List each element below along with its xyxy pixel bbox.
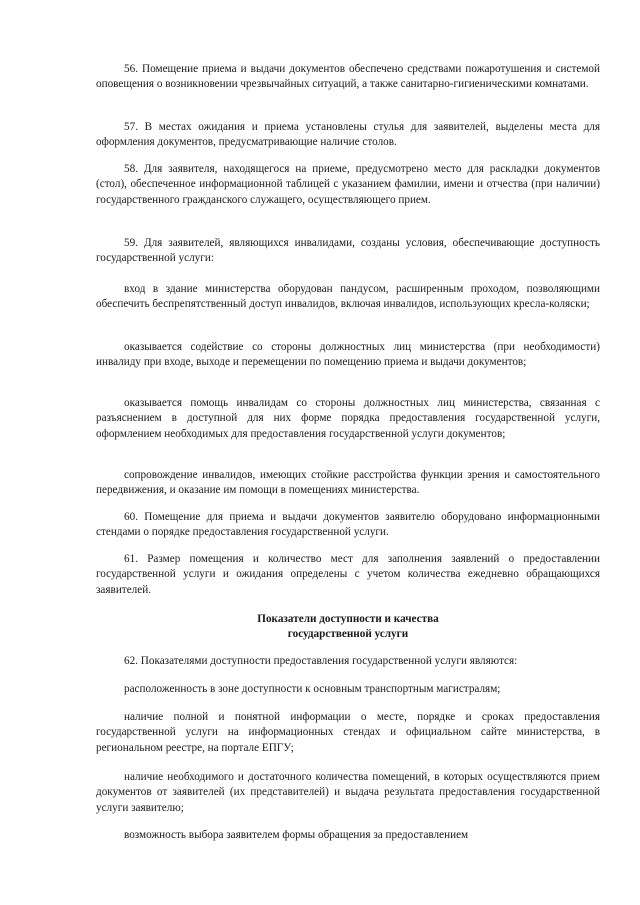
section-heading — [96, 612, 600, 643]
paragraph-56: 56. Помещение приема и выдачи документов обеспечено средствами пожаротушения и системой оповещения о возникновении чрезвычайных ситуаций, а также санитарно-гигиеническими комнатами. — [96, 63, 600, 91]
list-item-escort: сопровождение инвалидов, имеющих стойкие расстройства функции зрения и самостоятельного передвижения, и оказание им помощи в помещениях министерства. — [96, 469, 600, 497]
list-item-transport: расположенность в зоне доступности к основным транспортным магистралям; — [124, 683, 501, 695]
list-item-premises: наличие необходимого и достаточного количества помещений, в которых осуществляются прием документов от заявителей (их представителей) и выдача результата предоставления государственной услуги заявителю; — [96, 771, 600, 814]
list-item-help: оказывается помощь инвалидам со стороны должностных лиц министерства, связанная с разъяснением в доступной для них форме порядка предоставления государственной услуги, оформлением необходимых для предоставления государственной услуги документов; — [96, 397, 600, 440]
list-item-information: наличие полной и понятной информации о месте, порядке и сроках предоставления государственной услуги на информационных стендах и официальном сайте министерства, в региональном реестре, на портале ЕПГУ; — [96, 711, 600, 754]
section-heading-line-2: государственной услуги — [287, 628, 409, 641]
paragraph-62: 62. Показателями доступности предоставления государственной услуги являются: — [124, 655, 518, 667]
paragraph-57: 57. В местах ожидания и приема установлены стулья для заявителей, выделены места для оформления документов, предусматривающие наличие столов. — [96, 121, 600, 149]
list-item-choice: возможность выбора заявителем формы обращения за предоставлением — [124, 829, 469, 841]
paragraph-58: 58. Для заявителя, находящегося на приеме, предусмотрено место для раскладки документов (стол), обеспеченное информационной таблицей с указанием фамилии, имени и отчества (при наличии) государственного гражданского служащего, осуществляющего прием. — [96, 163, 600, 206]
paragraph-59: 59. Для заявителей, являющихся инвалидами, созданы условия, обеспечивающие доступность государственной услуги: — [96, 237, 600, 265]
list-item-ramp: вход в здание министерства оборудован пандусом, расширенным проходом, позволяющими обеспечить беспрепятственный доступ инвалидов, включая инвалидов, использующих кресла-коляски; — [96, 283, 600, 311]
paragraph-60: 60. Помещение для приема и выдачи документов заявителю оборудовано информационными стендами о порядке предоставления государственной услуги. — [96, 511, 600, 539]
section-heading-line-1: Показатели доступности и качества — [257, 613, 439, 625]
list-item-assistance: оказывается содействие со стороны должностных лиц министерства (при необходимости) инвалиду при входе, выходе и перемещении по помещению приема и выдачи документов; — [96, 341, 600, 369]
paragraph-61: 61. Размер помещения и количество мест для заполнения заявлений о предоставлении государственной услуги и ожидания определены с учетом количества ежедневно обращающихся заявителей. — [96, 553, 600, 596]
